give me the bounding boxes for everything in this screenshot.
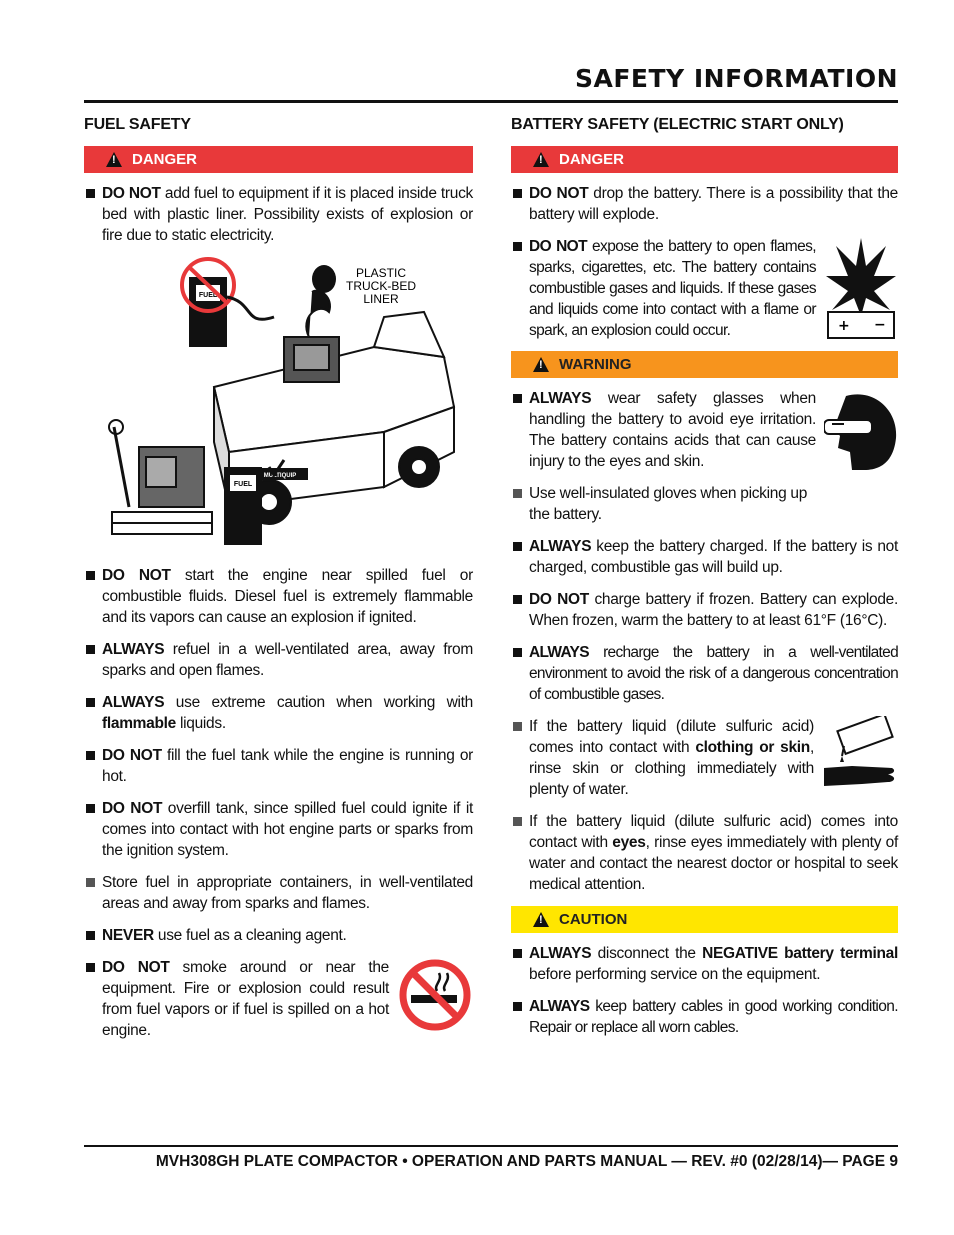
fuel-item-7: Store fuel in appropriate containers, in well-ventilated areas and away from sparks and flames. bbox=[84, 872, 473, 914]
fuel-item-6: DO NOT overfill tank, since spilled fuel could ignite if it comes into contact with hot engine parts or sparks from the ignition system. bbox=[84, 798, 473, 861]
battery-safety-heading: BATTERY SAFETY (ELECTRIC START ONLY) bbox=[511, 116, 844, 133]
plate-compactor-illustration bbox=[109, 420, 212, 534]
no-smoking-icon bbox=[397, 957, 473, 1033]
page-footer: MVH308GH PLATE COMPACTOR • OPERATION AND PARTS MANUAL — REV. #0 (02/28/14)— PAGE 9 bbox=[155, 1153, 898, 1170]
liner-label-line3: LINER bbox=[363, 292, 399, 306]
banner-label: CAUTION bbox=[559, 911, 628, 928]
liner-label-line2: TRUCK-BED bbox=[345, 279, 417, 293]
page-title: SAFETY INFORMATION bbox=[575, 64, 898, 93]
battery-warning-item-6: If the battery liquid (dilute sulfuric acid) comes into contact with clothing or skin, rinse skin or clothing immediately with plenty of water. bbox=[511, 716, 814, 800]
fuel-item-4: ALWAYS use extreme caution when working with flammable liquids. bbox=[84, 692, 473, 734]
battery-safety-column bbox=[511, 112, 898, 1049]
battery-danger-item-2-row bbox=[511, 236, 898, 341]
warning-triangle-icon bbox=[106, 152, 122, 167]
battery-warning-item-7: If the battery liquid (dilute sulfuric acid) comes into contact with eyes, rinse eyes immediately with plenty of water and contact the nearest doctor or hospital to seek medical attention. bbox=[511, 811, 898, 895]
fuel-item-3: ALWAYS refuel in a well-ventilated area, away from sparks and open flames. bbox=[84, 639, 473, 681]
battery-warning-item-6-row bbox=[511, 716, 898, 800]
battery-warning-item-1: ALWAYS wear safety glasses when handling the battery to avoid eye irritation. The battery contains acids that can cause injury to the eyes and skin. bbox=[511, 388, 816, 472]
title-rule bbox=[84, 100, 898, 103]
battery-warning-item-2-row bbox=[511, 483, 898, 525]
battery-danger-item-2: DO NOT expose the battery to open flames, sparks, cigarettes, etc. The battery contains combustible gases and liquids. If these gases and liquids come into contact with a flame or spark, an explosion could occur. bbox=[511, 236, 816, 341]
pump-label-2: FUEL bbox=[233, 481, 253, 488]
truck-refuel-figure bbox=[84, 257, 473, 557]
banner-label: DANGER bbox=[559, 151, 625, 168]
fuel-item-8: NEVER use fuel as a cleaning agent. bbox=[84, 925, 473, 946]
truck-brand-label: MULTIQUIP bbox=[263, 473, 297, 479]
safety-glasses-icon bbox=[824, 388, 898, 472]
svg-text:+: + bbox=[838, 318, 850, 334]
battery-warning-item-4: DO NOT charge battery if frozen. Battery can explode. When frozen, warm the battery to at least 61°F (16°C). bbox=[511, 589, 898, 631]
banner-label: WARNING bbox=[559, 356, 632, 373]
svg-text:−: − bbox=[874, 317, 886, 333]
fuel-item-5: DO NOT fill the fuel tank while the engine is running or hot. bbox=[84, 745, 473, 787]
battery-warning-item-3: ALWAYS keep the battery charged. If the battery is not charged, combustible gas will build up. bbox=[511, 536, 898, 578]
footer-rule bbox=[84, 1145, 898, 1147]
warning-triangle-icon bbox=[533, 152, 549, 167]
warning-triangle-icon bbox=[533, 357, 549, 372]
battery-explosion-icon bbox=[824, 236, 898, 340]
fuel-item-9-row bbox=[84, 957, 473, 1041]
fuel-safety-column bbox=[84, 112, 473, 1041]
fuel-item-2: DO NOT start the engine near spilled fuel or combustible fluids. Diesel fuel is extremely flammable and its vapors can cause an explosion if ignited. bbox=[84, 565, 473, 628]
acid-on-hand-icon bbox=[822, 716, 898, 792]
pump-label-1: FUEL bbox=[198, 292, 218, 299]
battery-warning-item-1-row bbox=[511, 388, 898, 472]
battery-danger-item-1: DO NOT drop the battery. There is a possibility that the battery will explode. bbox=[511, 183, 898, 225]
banner-label: DANGER bbox=[132, 151, 198, 168]
battery-warning-item-2: Use well-insulated gloves when picking up the battery. bbox=[511, 483, 898, 525]
battery-danger-banner bbox=[511, 146, 898, 173]
battery-caution-banner bbox=[511, 906, 898, 933]
battery-warning-item-5: ALWAYS recharge the battery in a well-ventilated environment to avoid the risk of a dangerous concentration of combustible gases. bbox=[511, 642, 898, 705]
fuel-danger-banner bbox=[84, 146, 473, 173]
liner-label-line1: PLASTIC bbox=[355, 266, 407, 280]
battery-caution-item-1: ALWAYS disconnect the NEGATIVE battery terminal before performing service on the equipment. bbox=[511, 943, 898, 985]
warning-triangle-icon bbox=[533, 912, 549, 927]
fuel-safety-heading: FUEL SAFETY bbox=[84, 116, 191, 133]
fuel-can-icon bbox=[312, 265, 336, 293]
fuel-pump-prohibited-icon bbox=[182, 259, 274, 347]
fuel-item-1: DO NOT add fuel to equipment if it is placed inside truck bed with plastic liner. Possibility exists of explosion or fire due to static electricity. bbox=[84, 183, 473, 246]
battery-warning-banner bbox=[511, 351, 898, 378]
battery-caution-item-2: ALWAYS keep battery cables in good working condition. Repair or replace all worn cables. bbox=[511, 996, 898, 1038]
fuel-item-9: DO NOT smoke around or near the equipment. Fire or explosion could result from fuel vapors or if fuel is spilled on a hot engine. bbox=[84, 957, 389, 1041]
